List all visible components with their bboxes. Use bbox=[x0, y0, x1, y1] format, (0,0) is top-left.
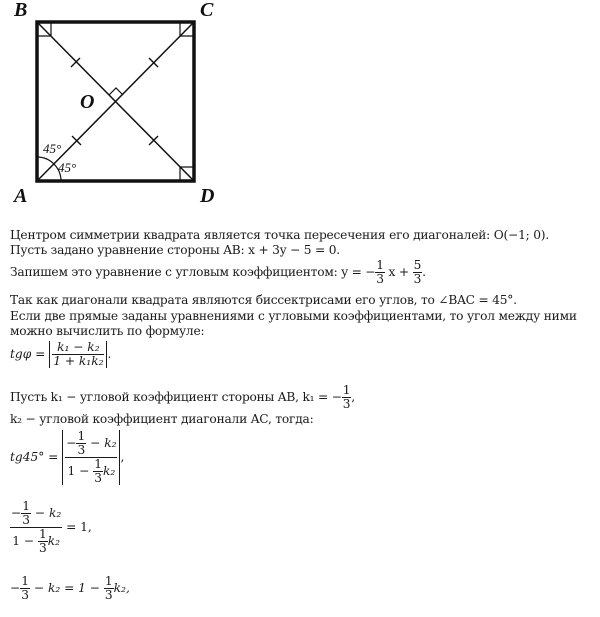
numerator: 1 bbox=[38, 527, 47, 541]
vertex-label-d: D bbox=[200, 185, 215, 207]
fraction bbox=[342, 384, 352, 411]
term: − k₂ bbox=[90, 436, 117, 450]
formula-lhs: tgφ = bbox=[10, 347, 46, 361]
denominator: 3 bbox=[376, 272, 384, 286]
text-line-k1 bbox=[10, 384, 355, 411]
numerator: 1 bbox=[77, 429, 86, 443]
numerator: 1 bbox=[94, 457, 102, 471]
denominator: 1 + k₁k₂ bbox=[53, 354, 104, 368]
minus: − bbox=[10, 581, 21, 595]
numerator: 1 bbox=[104, 574, 113, 588]
denominator: 3 bbox=[21, 588, 29, 602]
punctuation: . bbox=[422, 265, 426, 279]
equation-middle: − k₂ = 1 − bbox=[33, 581, 101, 595]
square-diagram bbox=[0, 0, 240, 210]
text-line-k2: k₂ − угловой коэффициент диагонали AC, тогда: bbox=[10, 412, 314, 426]
numerator: 1 bbox=[21, 574, 29, 588]
term: k₂ bbox=[102, 464, 116, 478]
term: k₂ bbox=[47, 534, 60, 548]
denominator: 3 bbox=[22, 513, 30, 527]
fraction bbox=[375, 259, 385, 286]
term: 1 − bbox=[12, 534, 35, 548]
tick-mark bbox=[71, 58, 80, 67]
formula-tg-phi bbox=[10, 341, 111, 368]
text-line-center: Центром симметрии квадрата является точка пересечения его диагоналей: O(−1; 0). bbox=[10, 228, 550, 242]
punctuation: , bbox=[120, 450, 125, 464]
vertex-label-a: A bbox=[14, 185, 28, 207]
punctuation: , bbox=[351, 390, 355, 404]
numerator: 1 bbox=[22, 499, 30, 513]
punctuation: . bbox=[107, 347, 112, 361]
denominator: 3 bbox=[38, 541, 47, 555]
fraction bbox=[413, 259, 423, 286]
center-label-o: O bbox=[80, 91, 95, 113]
numerator: 1 bbox=[342, 383, 351, 397]
equation-fraction-equals-one bbox=[10, 500, 92, 555]
slope-mid: x + bbox=[388, 265, 409, 279]
vertex-label-b: B bbox=[14, 0, 28, 21]
text-line-bisector: Так как диагонали квадрата являются биссектрисами его углов, то ∠BAC = 45°. bbox=[10, 293, 517, 307]
slope-prefix: Запишем это уравнение с угловым коэффициентом: y = − bbox=[10, 265, 376, 279]
denominator: 3 bbox=[77, 443, 86, 457]
equation-tg45 bbox=[10, 430, 124, 485]
text-line-slope-form bbox=[10, 259, 426, 286]
absolute-value bbox=[62, 430, 120, 485]
vertex-label-c: C bbox=[200, 0, 214, 21]
denominator: 3 bbox=[94, 471, 102, 485]
equation-linear bbox=[10, 575, 130, 602]
right-angle-mark-o bbox=[109, 88, 123, 95]
equation-rhs: = 1, bbox=[66, 520, 92, 534]
term: − k₂ bbox=[34, 506, 62, 520]
numerator: 5 bbox=[413, 258, 422, 272]
minus: − bbox=[66, 436, 77, 450]
angle-label-bac: 45° bbox=[43, 141, 62, 156]
text-line-formula-intro: можно вычислить по формуле: bbox=[10, 324, 205, 338]
term: k₂, bbox=[113, 581, 130, 595]
denominator: 3 bbox=[342, 397, 351, 411]
text-line-two-lines: Если две прямые заданы уравнениями с угловыми коэффициентами, то угол между ними bbox=[10, 309, 577, 323]
numerator: 1 bbox=[376, 258, 384, 272]
numerator: k₁ − k₂ bbox=[52, 341, 104, 355]
k1-prefix: Пусть k₁ − угловой коэффициент стороны AB, k₁ = − bbox=[10, 390, 342, 404]
equation-lhs: tg45° = bbox=[10, 450, 59, 464]
minus: − bbox=[11, 506, 22, 520]
term: 1 − bbox=[67, 464, 90, 478]
absolute-value bbox=[49, 341, 107, 368]
text-line-ab-equation: Пусть задано уравнение стороны AB: x + 3y − 5 = 0. bbox=[10, 243, 340, 257]
denominator: 3 bbox=[104, 588, 113, 602]
angle-label-cad: 45° bbox=[58, 160, 77, 175]
denominator: 3 bbox=[413, 272, 422, 286]
